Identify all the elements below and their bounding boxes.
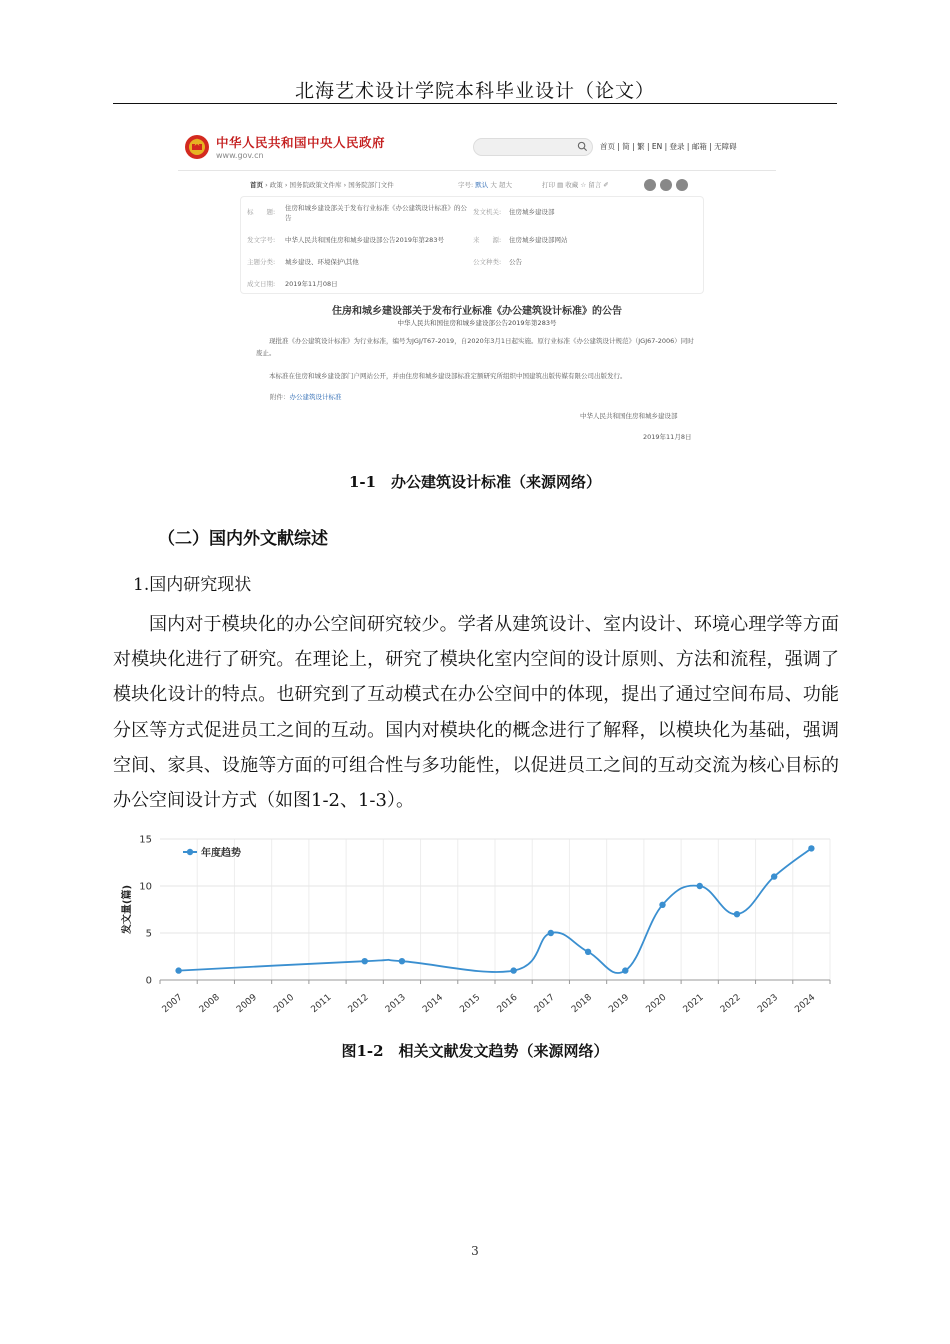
font-size-default: 默认 [475, 181, 489, 189]
announcement-signature: 中华人民共和国住房和城乡建设部 [580, 412, 678, 420]
data-point [510, 967, 516, 973]
site-name: 中华人民共和国中央人民政府 [216, 135, 386, 150]
document-metadata-box [240, 196, 704, 294]
meta-date-label: 成文日期: [247, 280, 276, 288]
x-tick-label: 2016 [495, 992, 520, 1016]
announcement-date: 2019年11月8日 [643, 433, 692, 441]
data-point [697, 883, 703, 889]
meta-subject-label: 主题分类: [247, 258, 276, 266]
x-tick-label: 2015 [458, 992, 483, 1016]
meta-subject-value: 城乡建设、环境保护\其他 [285, 258, 359, 266]
x-tick-label: 2024 [793, 992, 818, 1016]
body-paragraph [113, 607, 839, 818]
announcement-para-2: 本标准在住房和城乡建设部门户网站公开，并由住房和城乡建设部标准定额研究所组织中国建筑出版传媒有限公司出版发行。 [269, 372, 627, 380]
x-tick-label: 2014 [421, 992, 446, 1016]
font-size-large: 大 [490, 181, 497, 189]
announcement-attachment [270, 392, 342, 401]
site-top-links: 首页 | 简 | 繁 | EN | 登录 | 邮箱 | 无障碍 [600, 142, 737, 151]
meta-issuer-value: 住房城乡建设部 [509, 208, 555, 216]
data-point [622, 967, 628, 973]
x-tick-label: 2009 [235, 992, 259, 1016]
page-tools: 打印 ▤ 收藏 ☆ 留言 ✐ [542, 181, 609, 189]
breadcrumb-item: 首页 [250, 181, 263, 189]
site-url: www.gov.cn [216, 151, 264, 160]
meta-type-label: 公文种类: [473, 258, 502, 266]
meta-date-value: 2019年11月08日 [285, 280, 338, 288]
announcement-title: 住房和城乡建设部关于发布行业标准《办公建筑设计标准》的公告 [332, 306, 622, 317]
wechat-icon [660, 179, 672, 191]
site-search-box [473, 138, 593, 156]
share-icon [676, 179, 688, 191]
x-tick-label: 2007 [160, 992, 185, 1016]
meta-source-label: 来 源: [473, 236, 502, 244]
paragraph-text: 国内对于模块化的办公空间研究较少。学者从建筑设计、室内设计、环境心理学等方面对模块化进行了研究。在理论上，研究了模块化室内空间的设计原则、方法和流程，强调了模块化设计的特点。也研究到了互动模式在办公空间中的体现，提出了通过空间布局、功能分区等方式促进员工之间的互动。国内对模块化的概念进行了解释，以模块化为基础，强调空间、家具、设施等方面的可组合性与多功能性，以促进员工之间的互动交流为核心目标的办公空间设计方式（如图1-2、1-3）。 [113, 614, 839, 812]
data-point [399, 958, 405, 964]
figure-1-1-caption: 1-1 办公建筑设计标准（来源网络） [348, 473, 602, 491]
x-tick-label: 2008 [197, 992, 222, 1016]
y-tick-label: 0 [145, 975, 152, 987]
legend-label: 年度趋势 [201, 848, 241, 859]
meta-source-value: 住房城乡建设部网站 [509, 236, 568, 244]
announcement-number: 中华人民共和国住房和城乡建设部公告2019年第283号 [397, 319, 557, 327]
subsection-heading: 1.国内研究现状 [133, 575, 252, 595]
font-size-xlarge: 超大 [498, 181, 512, 189]
x-tick-label: 2017 [532, 992, 557, 1016]
data-point [808, 845, 814, 851]
figure-1-2-caption: 图1-2 相关文献发文趋势（来源网络） [341, 1042, 609, 1060]
x-tick-label: 2020 [644, 992, 669, 1016]
breadcrumb-item: 国务院部门文件 [348, 181, 394, 189]
data-point [175, 967, 181, 973]
y-tick-label: 5 [145, 928, 152, 940]
running-header: 北海艺术设计学院本科毕业设计（论文） [294, 80, 655, 102]
y-tick-label: 10 [139, 881, 152, 893]
x-tick-label: 2012 [346, 992, 371, 1016]
meta-title-label: 标 题: [247, 208, 276, 216]
header-rule [113, 103, 837, 104]
x-tick-label: 2023 [756, 992, 781, 1016]
site-divider [178, 170, 776, 171]
font-size-switch [458, 180, 512, 189]
meta-title-value-wrap: 告 [285, 214, 292, 222]
y-axis-label: 发文量(篇) [122, 884, 133, 935]
breadcrumb-item: 国务院政策文件库 [289, 181, 342, 189]
breadcrumb: 首页 › 政策 › 国务院政策文件库 › 国务院部门文件 [250, 181, 394, 189]
meta-title-value: 住房和城乡建设部关于发布行业标准《办公建筑设计标准》的公 [285, 204, 467, 212]
data-point [548, 930, 554, 936]
x-tick-label: 2019 [607, 992, 632, 1016]
x-tick-label: 2010 [272, 992, 297, 1016]
legend-marker [187, 849, 193, 855]
data-point [585, 949, 591, 955]
meta-issuer-label: 发文机关: [473, 208, 502, 216]
figure-1-1-screenshot [178, 122, 776, 450]
font-size-label: 字号: [458, 181, 474, 189]
trend-line-chart [113, 825, 837, 1040]
section-heading: （二）国内外文献综述 [158, 529, 328, 549]
weibo-icon [644, 179, 656, 191]
national-emblem-icon [184, 134, 210, 160]
meta-docno-label: 发文字号: [247, 236, 276, 244]
data-point [734, 911, 740, 917]
x-tick-label: 2018 [570, 992, 594, 1016]
attachment-label: 附件： [270, 393, 290, 401]
data-point [771, 873, 777, 879]
data-point [362, 958, 368, 964]
y-tick-label: 15 [139, 834, 152, 846]
data-point [659, 902, 665, 908]
x-tick-label: 2011 [309, 992, 334, 1016]
announcement-para-1: 现批准《办公建筑设计标准》为行业标准，编号为JGJ/T67-2019，自2020年3月1日起实施。原行业标准《办公建筑设计规范》（JGJ67-2006）同时废止。 [256, 337, 694, 357]
meta-docno-value: 中华人民共和国住房和城乡建设部公告2019年第283号 [285, 236, 444, 244]
search-icon [577, 141, 588, 152]
page-number: 3 [471, 1244, 479, 1258]
share-icons [644, 176, 692, 195]
x-tick-label: 2013 [383, 992, 408, 1016]
x-tick-label: 2021 [681, 992, 706, 1016]
x-tick-label: 2022 [718, 992, 743, 1016]
attachment-link[interactable]: 办公建筑设计标准 [289, 393, 342, 401]
breadcrumb-item: 政策 [269, 181, 283, 189]
meta-type-value: 公告 [509, 258, 522, 266]
